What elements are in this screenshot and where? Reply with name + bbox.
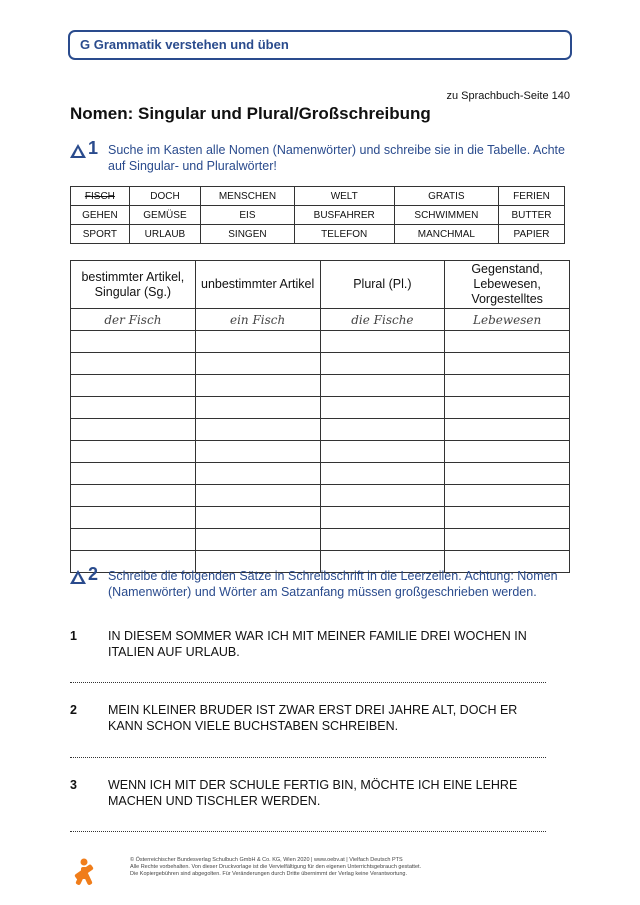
word-cell: MENSCHEN: [201, 187, 295, 206]
answer-cell[interactable]: [195, 353, 320, 375]
answer-cell[interactable]: [445, 463, 570, 485]
publisher-logo-icon: [70, 858, 98, 886]
table-row: [71, 485, 570, 507]
column-header: Plural (Pl.): [320, 261, 445, 309]
word-cell: GEMÜSE: [129, 206, 200, 225]
page-title: Nomen: Singular und Plural/Großschreibung: [70, 104, 431, 123]
word-cell: SINGEN: [201, 225, 295, 244]
answer-cell[interactable]: [71, 397, 196, 419]
answer-cell[interactable]: [445, 507, 570, 529]
word-cell: EIS: [201, 206, 295, 225]
answer-cell[interactable]: [445, 331, 570, 353]
word-cell: MANCHMAL: [394, 225, 498, 244]
answer-cell[interactable]: [320, 397, 445, 419]
footer-copyright: [130, 857, 550, 878]
answer-cell[interactable]: [195, 507, 320, 529]
sentence-number: 2: [70, 703, 77, 717]
page-reference: zu Sprachbuch-Seite 140: [446, 90, 570, 102]
footer-line: © Österreichischer Bundesverlag Schulbuch GmbH & Co. KG, Wien 2020 | www.oebv.at | Vielfach Deutsch PTS: [130, 857, 403, 863]
answer-cell[interactable]: [445, 375, 570, 397]
answer-cell[interactable]: [445, 419, 570, 441]
footer-line: Alle Rechte vorbehalten. Von dieser Druckvorlage ist die Vervielfältigung für den eigenen Unterrichtsgebrauch gestattet.: [130, 864, 422, 870]
example-cell: ein Fisch: [195, 309, 320, 331]
answer-cell[interactable]: [445, 485, 570, 507]
word-row: [71, 225, 565, 244]
word-cell: BUTTER: [499, 206, 565, 225]
word-cell: GRATIS: [394, 187, 498, 206]
word-cell: URLAUB: [129, 225, 200, 244]
answer-cell[interactable]: [195, 397, 320, 419]
task-2-number: 2: [88, 564, 99, 584]
word-cell: SPORT: [71, 225, 130, 244]
answer-cell[interactable]: [195, 441, 320, 463]
answer-cell[interactable]: [320, 529, 445, 551]
answer-cell[interactable]: [195, 331, 320, 353]
answer-cell[interactable]: [71, 331, 196, 353]
answer-cell[interactable]: [320, 441, 445, 463]
word-cell: DOCH: [129, 187, 200, 206]
answer-cell[interactable]: [195, 463, 320, 485]
example-cell: die Fische: [320, 309, 445, 331]
table-row: [71, 507, 570, 529]
answer-cell[interactable]: [71, 419, 196, 441]
sentence-text: WENN ICH MIT DER SCHULE FERTIG BIN, MÖCHTE ICH EINE LEHRE MACHEN UND TISCHLER WERDEN.: [108, 778, 518, 808]
column-header: unbestimmter Artikel: [195, 261, 320, 309]
word-cell: TELEFON: [294, 225, 394, 244]
example-cell: der Fisch: [71, 309, 196, 331]
word-cell: WELT: [294, 187, 394, 206]
answer-cell[interactable]: [320, 463, 445, 485]
task-1-number: 1: [88, 138, 99, 158]
word-cell: GEHEN: [71, 206, 130, 225]
writing-line-2[interactable]: [70, 757, 546, 758]
table-row: [71, 397, 570, 419]
answer-cell[interactable]: [445, 397, 570, 419]
answer-cell[interactable]: [320, 507, 445, 529]
footer-line: Die Kopiergebühren sind abgegolten. Für Veränderungen durch Dritte übernimmt der Verlag keine Verantwortung.: [130, 871, 408, 877]
answer-cell[interactable]: [320, 331, 445, 353]
table-row: [71, 441, 570, 463]
answer-cell[interactable]: [195, 419, 320, 441]
answer-cell[interactable]: [320, 485, 445, 507]
difficulty-triangle-icon: [70, 570, 86, 584]
answer-cell[interactable]: [320, 375, 445, 397]
answer-cell[interactable]: [445, 529, 570, 551]
answer-cell[interactable]: [320, 419, 445, 441]
table-row: [71, 353, 570, 375]
noun-table: [70, 260, 570, 573]
answer-cell[interactable]: [320, 353, 445, 375]
word-row: [71, 206, 565, 225]
sentence-text: MEIN KLEINER BRUDER IST ZWAR ERST DREI JAHRE ALT, DOCH ER KANN SCHON VIELE BUCHSTABEN SCHREIBEN.: [108, 703, 518, 733]
sentence-number: 1: [70, 629, 77, 643]
difficulty-triangle-icon: [70, 144, 86, 158]
writing-line-1[interactable]: [70, 682, 546, 683]
table-row: [71, 463, 570, 485]
word-cell: SCHWIMMEN: [394, 206, 498, 225]
answer-cell[interactable]: [445, 353, 570, 375]
sentence-number: 3: [70, 778, 77, 792]
word-row: [71, 187, 565, 206]
answer-cell[interactable]: [71, 529, 196, 551]
column-header: bestimmter Artikel, Singular (Sg.): [71, 261, 196, 309]
column-header: Gegenstand, Lebewesen, Vorgestelltes: [445, 261, 570, 309]
table-row: [71, 331, 570, 353]
word-cell: FISCH: [71, 187, 130, 206]
task-2-instruction: Schreibe die folgenden Sätze in Schreibschrift in die Leerzeilen. Achtung: Nomen (Namenwörter) und Wörter am Satzanfang müssen großgeschrieben werden.: [108, 569, 558, 599]
table-row: [71, 419, 570, 441]
word-box: [70, 186, 565, 244]
answer-cell[interactable]: [71, 507, 196, 529]
answer-cell[interactable]: [71, 441, 196, 463]
example-row: [71, 309, 570, 331]
answer-cell[interactable]: [195, 375, 320, 397]
answer-cell[interactable]: [445, 441, 570, 463]
section-header-label: G Grammatik verstehen und üben: [80, 37, 289, 52]
answer-cell[interactable]: [195, 529, 320, 551]
word-cell: PAPIER: [499, 225, 565, 244]
sentence-text: IN DIESEM SOMMER WAR ICH MIT MEINER FAMILIE DREI WOCHEN IN ITALIEN AUF URLAUB.: [108, 629, 527, 659]
word-cell: BUSFAHRER: [294, 206, 394, 225]
task-1-instruction: Suche im Kasten alle Nomen (Namenwörter) und schreibe sie in die Tabelle. Achte auf Singular- und Pluralwörter!: [108, 143, 565, 173]
answer-cell[interactable]: [195, 485, 320, 507]
answer-cell[interactable]: [71, 353, 196, 375]
answer-cell[interactable]: [71, 485, 196, 507]
word-cell: FERIEN: [499, 187, 565, 206]
section-header: [68, 30, 572, 60]
table-row: [71, 375, 570, 397]
writing-line-3[interactable]: [70, 831, 546, 832]
answer-cell[interactable]: [71, 463, 196, 485]
table-row: [71, 529, 570, 551]
answer-cell[interactable]: [71, 375, 196, 397]
example-cell: Lebewesen: [445, 309, 570, 331]
